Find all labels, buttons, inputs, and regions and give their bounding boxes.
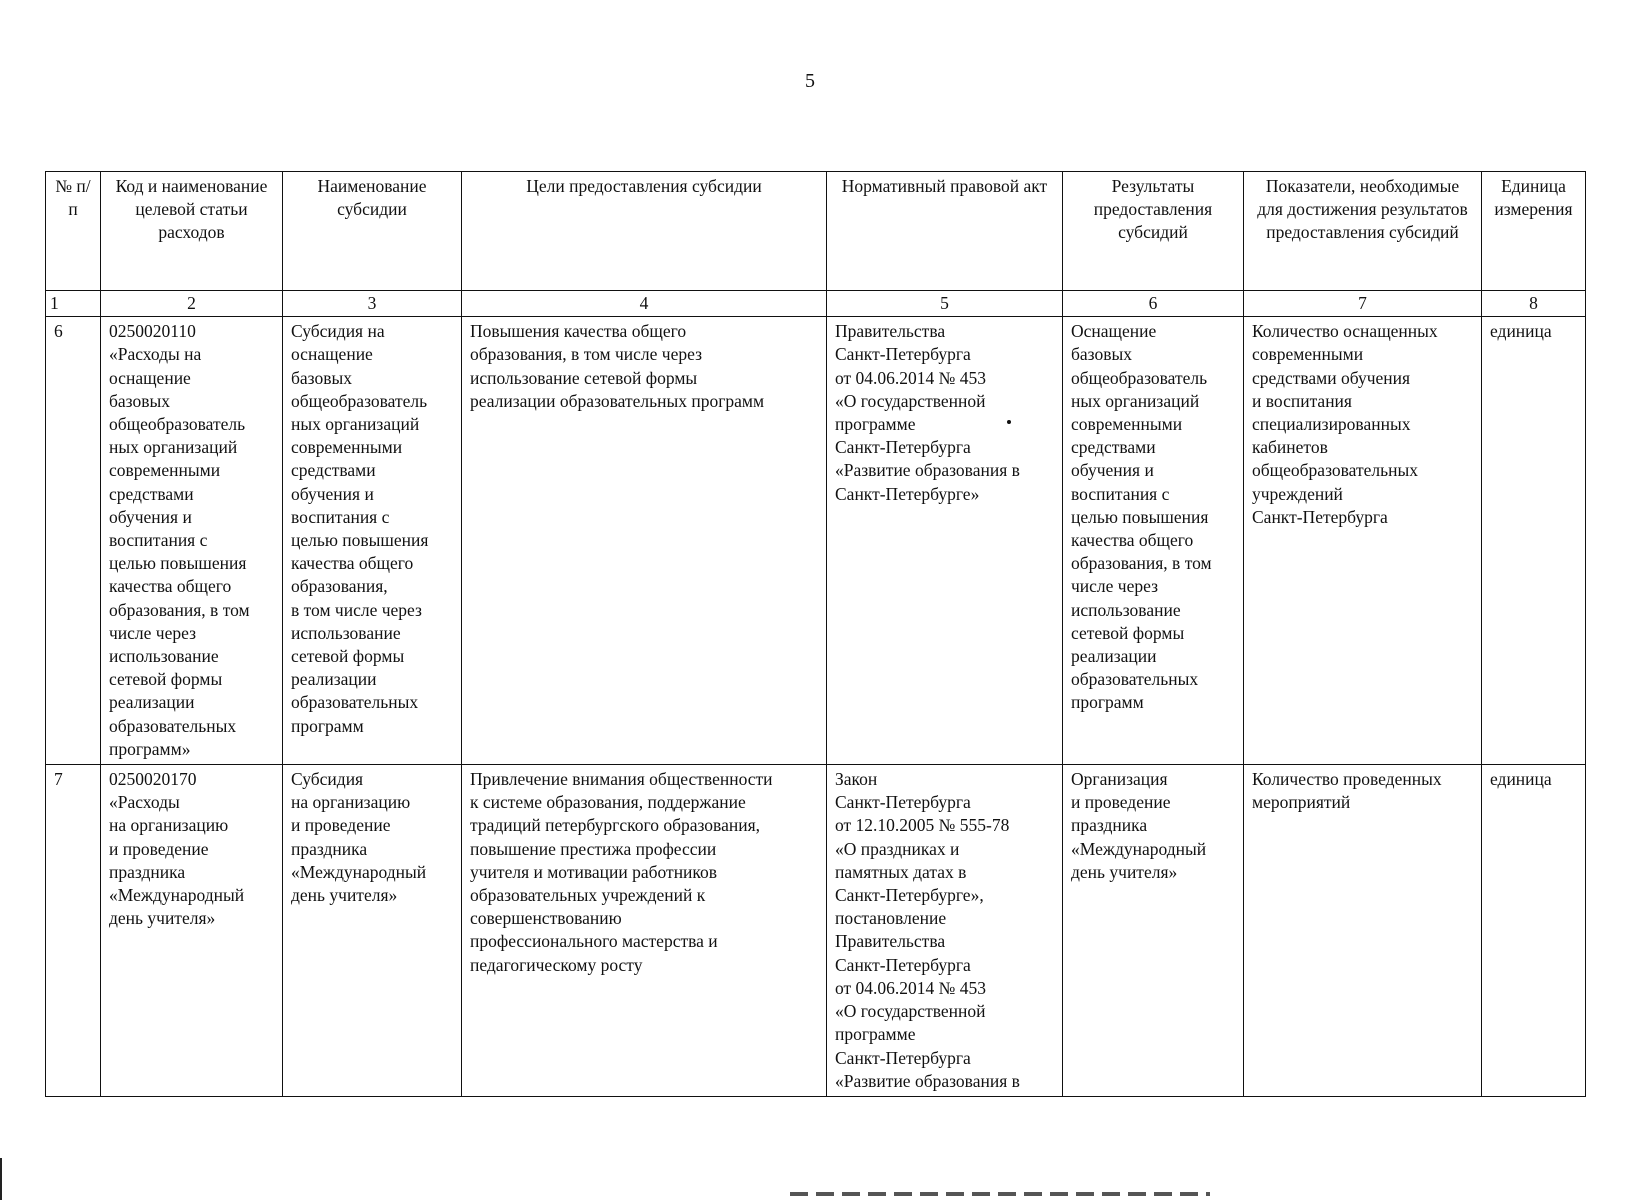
header-unit: Единица измерения bbox=[1482, 172, 1586, 291]
scan-left-edge-mark bbox=[0, 1158, 2, 1200]
column-number: 1 bbox=[46, 291, 101, 317]
row-indicators: Количество оснащенных современными средствами обучения и воспитания специализированных кабинетов общеобразовательных учреждений Санкт-Петербурга bbox=[1244, 317, 1482, 765]
row-goals: Привлечение внимания общественности к системе образования, поддержание традиций петербургского образования, повышение престижа профессии учителя и мотивации работников образовательных учреждений к совершенствованию профессионального мастерства и педагогическому росту bbox=[462, 765, 827, 1097]
row-unit: единица bbox=[1482, 317, 1586, 765]
header-num: № п/п bbox=[46, 172, 101, 291]
row-subsidy-name: Субсидия на оснащение базовых общеобразователь ных организаций современными средствами обучения и воспитания с целью повышения качества общего образования, в том числе через использование сетевой формы реализации образовательных программ bbox=[283, 317, 462, 765]
column-number: 8 bbox=[1482, 291, 1586, 317]
row-results: Оснащение базовых общеобразователь ных организаций современными средствами обучения и воспитания с целью повышения качества общего образования, в том числе через использование сетевой формы реализации образовательных программ bbox=[1063, 317, 1244, 765]
row-legal-act: Закон Санкт-Петербурга от 12.10.2005 № 555-78 «О праздниках и памятных датах в Санкт-Петербурге», постановление Правительства Санкт-Петербурга от 04.06.2014 № 453 «О государственной программе Санкт-Петербурга «Развитие образования в bbox=[827, 765, 1063, 1097]
header-results: Результаты предоставления субсидий bbox=[1063, 172, 1244, 291]
scan-dot-mark bbox=[1007, 420, 1011, 424]
column-number: 7 bbox=[1244, 291, 1482, 317]
row-code: 0250020110 «Расходы на оснащение базовых общеобразователь ных организаций современными средствами обучения и воспитания с целью повышения качества общего образования, в том числе через использование сетевой формы реализации образовательных программ» bbox=[101, 317, 283, 765]
scan-bottom-marks bbox=[790, 1192, 1210, 1196]
column-number: 6 bbox=[1063, 291, 1244, 317]
header-indicators: Показатели, необходимые для достижения результатов предоставления субсидий bbox=[1244, 172, 1482, 291]
row-code: 0250020170 «Расходы на организацию и проведение праздника «Международный день учителя» bbox=[101, 765, 283, 1097]
row-legal-act: Правительства Санкт-Петербурга от 04.06.2014 № 453 «О государственной программе Санкт-Петербурга «Развитие образования в Санкт-Петербурге» bbox=[827, 317, 1063, 765]
row-subsidy-name: Субсидия на организацию и проведение праздника «Международный день учителя» bbox=[283, 765, 462, 1097]
row-unit: единица bbox=[1482, 765, 1586, 1097]
table-row bbox=[46, 765, 1586, 1097]
table-header-row bbox=[46, 172, 1586, 291]
column-number: 4 bbox=[462, 291, 827, 317]
column-number: 2 bbox=[101, 291, 283, 317]
row-num: 6 bbox=[46, 317, 101, 765]
row-num: 7 bbox=[46, 765, 101, 1097]
header-code: Код и наименование целевой статьи расходов bbox=[101, 172, 283, 291]
header-goals: Цели предоставления субсидии bbox=[462, 172, 827, 291]
column-number: 3 bbox=[283, 291, 462, 317]
column-number-row bbox=[46, 291, 1586, 317]
column-number: 5 bbox=[827, 291, 1063, 317]
subsidy-table bbox=[45, 171, 1586, 1097]
header-subsidy-name: Наименование субсидии bbox=[283, 172, 462, 291]
row-indicators: Количество проведенных мероприятий bbox=[1244, 765, 1482, 1097]
row-goals: Повышения качества общего образования, в том числе через использование сетевой формы реализации образовательных программ bbox=[462, 317, 827, 765]
row-results: Организация и проведение праздника «Международный день учителя» bbox=[1063, 765, 1244, 1097]
page-number: 5 bbox=[805, 70, 815, 92]
header-legal-act: Нормативный правовой акт bbox=[827, 172, 1063, 291]
table-row bbox=[46, 317, 1586, 765]
